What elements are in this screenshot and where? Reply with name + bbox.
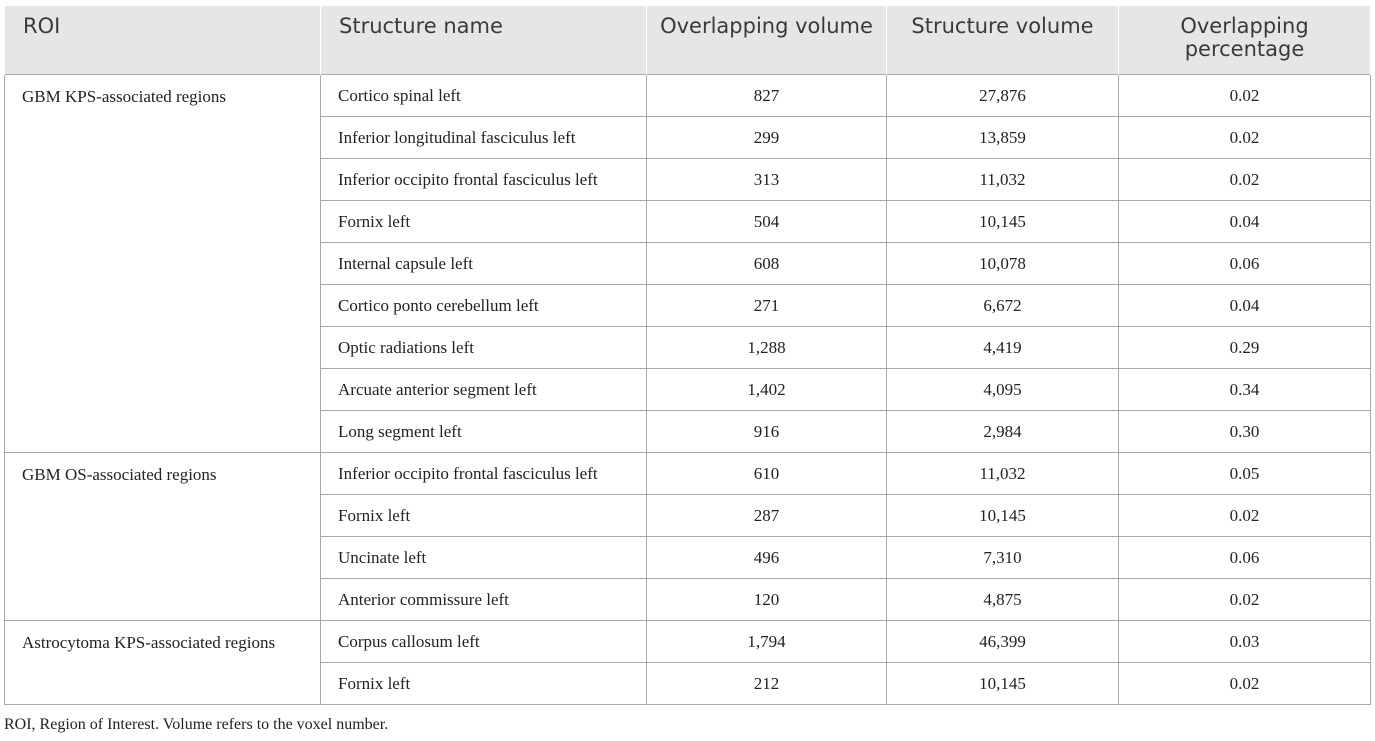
overlapping-percentage-cell: 0.05 <box>1119 453 1371 495</box>
header-roi <box>5 6 321 75</box>
structure-name-cell: Fornix left <box>321 201 647 243</box>
header-label: Structure name <box>339 14 503 38</box>
header-label: Overlapping volume <box>660 14 873 38</box>
header-label: Structure volume <box>911 14 1094 38</box>
overlap-table <box>4 6 1371 705</box>
overlapping-volume-cell: 610 <box>647 453 887 495</box>
overlapping-volume-cell: 212 <box>647 663 887 705</box>
overlapping-percentage-cell: 0.02 <box>1119 159 1371 201</box>
overlapping-percentage-cell: 0.06 <box>1119 537 1371 579</box>
overlapping-percentage-cell: 0.06 <box>1119 243 1371 285</box>
structure-name-cell: Uncinate left <box>321 537 647 579</box>
overlapping-percentage-cell: 0.02 <box>1119 75 1371 117</box>
header-structure-name <box>321 6 647 75</box>
roi-cell: GBM KPS-associated regions <box>5 75 321 453</box>
table-header <box>5 6 1371 75</box>
header-overlapping-volume <box>647 6 887 75</box>
overlapping-percentage-cell: 0.02 <box>1119 495 1371 537</box>
header-label: ROI <box>23 14 61 38</box>
table-row <box>5 453 1371 495</box>
overlapping-volume-cell: 287 <box>647 495 887 537</box>
overlapping-volume-cell: 608 <box>647 243 887 285</box>
structure-volume-cell: 46,399 <box>887 621 1119 663</box>
results-table-container <box>4 6 1370 705</box>
header-label: Overlapping percentage <box>1180 14 1309 61</box>
structure-name-cell: Inferior longitudinal fasciculus left <box>321 117 647 159</box>
structure-volume-cell: 27,876 <box>887 75 1119 117</box>
table-footnote: ROI, Region of Interest. Volume refers to the voxel number. <box>4 716 389 733</box>
structure-volume-cell: 11,032 <box>887 453 1119 495</box>
structure-name-cell: Cortico ponto cerebellum left <box>321 285 647 327</box>
table-row <box>5 75 1371 117</box>
overlapping-percentage-cell: 0.29 <box>1119 327 1371 369</box>
overlapping-volume-cell: 299 <box>647 117 887 159</box>
overlapping-percentage-cell: 0.04 <box>1119 201 1371 243</box>
structure-name-cell: Cortico spinal left <box>321 75 647 117</box>
overlapping-volume-cell: 504 <box>647 201 887 243</box>
header-structure-volume <box>887 6 1119 75</box>
overlapping-percentage-cell: 0.02 <box>1119 663 1371 705</box>
structure-volume-cell: 11,032 <box>887 159 1119 201</box>
structure-name-cell: Internal capsule left <box>321 243 647 285</box>
structure-name-cell: Fornix left <box>321 663 647 705</box>
overlapping-volume-cell: 496 <box>647 537 887 579</box>
structure-name-cell: Arcuate anterior segment left <box>321 369 647 411</box>
overlapping-volume-cell: 916 <box>647 411 887 453</box>
overlapping-volume-cell: 120 <box>647 579 887 621</box>
overlapping-percentage-cell: 0.02 <box>1119 579 1371 621</box>
overlapping-volume-cell: 827 <box>647 75 887 117</box>
table-row <box>5 621 1371 663</box>
header-row <box>5 6 1371 75</box>
table-body <box>5 75 1371 705</box>
structure-volume-cell: 6,672 <box>887 285 1119 327</box>
structure-name-cell: Inferior occipito frontal fasciculus left <box>321 159 647 201</box>
overlapping-volume-cell: 313 <box>647 159 887 201</box>
roi-cell: GBM OS-associated regions <box>5 453 321 621</box>
structure-name-cell: Inferior occipito frontal fasciculus left <box>321 453 647 495</box>
overlapping-volume-cell: 271 <box>647 285 887 327</box>
structure-volume-cell: 10,145 <box>887 495 1119 537</box>
structure-name-cell: Corpus callosum left <box>321 621 647 663</box>
structure-name-cell: Fornix left <box>321 495 647 537</box>
structure-volume-cell: 4,095 <box>887 369 1119 411</box>
overlapping-volume-cell: 1,288 <box>647 327 887 369</box>
structure-volume-cell: 10,078 <box>887 243 1119 285</box>
header-overlapping-percentage <box>1119 6 1371 75</box>
structure-volume-cell: 13,859 <box>887 117 1119 159</box>
overlapping-volume-cell: 1,402 <box>647 369 887 411</box>
structure-volume-cell: 2,984 <box>887 411 1119 453</box>
roi-cell: Astrocytoma KPS-associated regions <box>5 621 321 705</box>
overlapping-percentage-cell: 0.03 <box>1119 621 1371 663</box>
structure-name-cell: Anterior commissure left <box>321 579 647 621</box>
structure-name-cell: Long segment left <box>321 411 647 453</box>
structure-volume-cell: 4,875 <box>887 579 1119 621</box>
overlapping-percentage-cell: 0.34 <box>1119 369 1371 411</box>
structure-volume-cell: 4,419 <box>887 327 1119 369</box>
structure-volume-cell: 10,145 <box>887 663 1119 705</box>
overlapping-volume-cell: 1,794 <box>647 621 887 663</box>
structure-volume-cell: 10,145 <box>887 201 1119 243</box>
overlapping-percentage-cell: 0.04 <box>1119 285 1371 327</box>
overlapping-percentage-cell: 0.30 <box>1119 411 1371 453</box>
structure-name-cell: Optic radiations left <box>321 327 647 369</box>
structure-volume-cell: 7,310 <box>887 537 1119 579</box>
overlapping-percentage-cell: 0.02 <box>1119 117 1371 159</box>
